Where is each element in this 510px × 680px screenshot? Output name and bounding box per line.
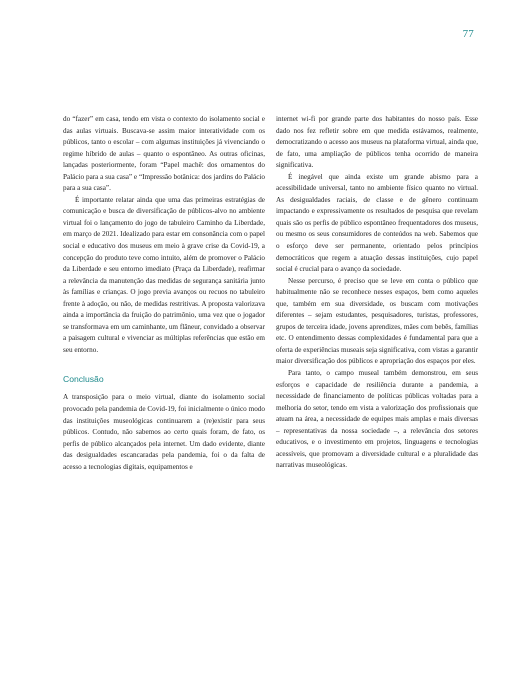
body-paragraph: Para tanto, o campo museal também demonstrou, em seus esforços e capacidade de resiliência durante a pandemia, a necessidade de financiamento de políticas públicas voltadas para a melhoria do setor, tendo em vista a valorização dos profissionais que atuam na área, a necessidade de equipes mais amplas e mais diversas – representativas da nossa sociedade –, a relevância dos setores educativos, e o investimento em projetos, linguagens e tecnologias acessíveis, que promovam a diversidade cultural e a pluralidade das narrativas museológicas. bbox=[276, 369, 478, 470]
body-paragraph: internet wi-fi por grande parte dos habitantes do nosso país. Esse dado nos fez refletir sobre em que medida estávamos, realmente, democratizando o acesso aos museus na plataforma virtual, ainda que, de fato, uma ampliação de públicos tenha ocorrido de maneira significativa. bbox=[276, 115, 478, 170]
body-paragraph: É inegável que ainda existe um grande abismo para a acessibilidade universal, tanto no ambiente físico quanto no virtual. As desigualdades raciais, de classe e de gênero continuam impactando e expressivamente os resultados de pesquisa que revelam quais são os perfis de público espontâneo frequentadores dos museus, ou mesmo os seus consumidores de conteúdos na web. Sabemos que o esforço deve ser permanente, orientado pelos princípios democráticos que regem a atuação dessas instituições, cujo papel social é crucial para o avanço da sociedade. bbox=[276, 172, 478, 274]
body-paragraph: do “fazer” em casa, tendo em vista o contexto do isolamento social e das aulas virtuais. Buscava-se assim maior interatividade com os públicos, tanto o escolar – com algumas instituições já vivenciando o regime híbrido de aulas – quanto o espontâneo. As outras oficinas, lançadas posteriormente, foram “Papel machê: dos ornamentos do Palácio para a sua casa” e “Impressão botânica: dos jardins do Palácio para a sua casa”. bbox=[63, 115, 265, 193]
body-paragraph: Nesse percurso, é preciso que se leve em conta o público que habitualmente não se reconhece nesses espaços, bem como aqueles que, também em sua diversidade, os buscam com motivações diferentes – sejam estudantes, pesquisadores, turistas, professores, grupos de terceira idade, jovens aprendizes, mães com bebês, famílias etc. O entendimento dessas complexidades é fundamental para que a oferta de experiências museais seja significativa, com vistas a garantir maior diversificação dos públicos e apropriação dos espaços por eles. bbox=[276, 276, 478, 366]
page-number: 77 bbox=[462, 28, 474, 40]
right-column bbox=[276, 114, 478, 472]
body-paragraph: É importante relatar ainda que uma das primeiras estratégias de comunicação e busca de diversificação de públicos-alvo no ambiente virtual foi o lançamento do jogo de tabuleiro Caminho da Liberdade, em março de 2021. Idealizado para estar em consonância com o papel social e educativo dos museus em meio à grave crise da Covid-19, a concepção do produto teve como intuito, além de promover o Palácio da Liberdade e seu entorno imediato (Praça da Liberdade), reafirmar a relevância da manutenção das medidas de segurança sanitária junto às famílias e crianças. O jogo previa avanços ou recuos no tabuleiro frente à adoção, ou não, de medidas restritivas. A proposta valorizava ainda a importância da fruição do patrimônio, uma vez que o jogador se transformava em um caminhante, um flâneur, convidado a observar a paisagem cultural e vivenciar as múltiplas referências que estão em seu entorno. bbox=[63, 195, 265, 354]
left-column bbox=[63, 114, 265, 473]
section-heading: Conclusão bbox=[63, 374, 104, 385]
body-paragraph: A transposição para o meio virtual, diante do isolamento social provocado pela pandemia de Covid-19, foi inicialmente o único modo das instituições museológicas continuarem a (re)existir para seus públicos. Contudo, não sabemos ao certo quais foram, de fato, os perfis de público alcançados pela internet. Um dado evidente, diante das desigualdades escancaradas pela pandemia, foi o da falta de acesso a tecnologias digitais, equipamentos e bbox=[63, 393, 265, 471]
